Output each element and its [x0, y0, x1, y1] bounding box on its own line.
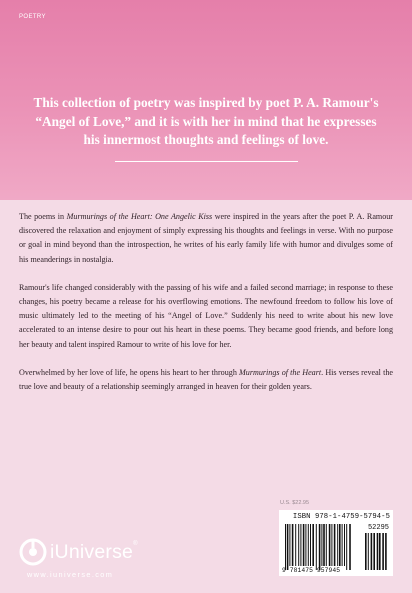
- price-label: U.S. $22.95: [280, 500, 310, 506]
- publisher-name: iUniverse®: [50, 540, 138, 563]
- book-title: Murmurings of the Heart: One Angelic Kiss: [66, 212, 213, 221]
- iuniverse-logo-icon: [19, 538, 47, 566]
- paragraph-3: Overwhelmed by her love of life, he opens his heart to her through Murmurings of the Heart. His verses reveal the true love and beauty of a relationship seemingly arranged in heaven for their golden years.: [19, 367, 393, 392]
- cover-blurb: [20, 94, 392, 150]
- addon-number: 52295: [367, 524, 389, 532]
- paragraph-1: The poems in Murmurings of the Heart: One Angelic Kiss were inspired in the years after the poet P. A. Ramour discovered the relaxation and enjoyment of simply expressing his thoughts and feelings in verse. With no purpose or goal in mind beyond than the introspection, he writes of his early family life with humor and divulges some of his meanderings in nostalgia.: [19, 212, 393, 264]
- blurb-line-1: This collection of poetry was inspired by poet P. A. Ramour's: [33, 95, 379, 110]
- description: [19, 210, 393, 408]
- blurb-line-3: his innermost thoughts and feelings of love.: [83, 132, 329, 147]
- publisher-logo: [19, 537, 138, 567]
- publisher-website[interactable]: www.iuniverse.com: [27, 570, 114, 579]
- barcode-block: [279, 510, 393, 576]
- isbn-text: ISBN 978-1-4759-5794-5: [292, 513, 390, 521]
- category-label: POETRY: [19, 14, 46, 20]
- blurb-line-2: “Angel of Love,” and it is with her in mind that he expresses: [35, 113, 377, 129]
- ean-digits: 9 781475 957945: [282, 567, 341, 574]
- paragraph-2: Ramour's life changed considerably with the passing of his wife and a failed second marriage; in response to these changes, his poetry became a release for his overflowing emotions. The newfound freedom to follow his love of music ultimately led to the meeting of his “Angel of Love.” Suddenly his need to write about his new love accelerated to an intense desire to pour out his heart in these poems. They became good friends, and before long her beauty and talent inspired Ramour to write of his love for her.: [19, 282, 393, 349]
- book-title-short: Murmurings of the Heart: [239, 367, 322, 377]
- divider-rule: [115, 161, 298, 162]
